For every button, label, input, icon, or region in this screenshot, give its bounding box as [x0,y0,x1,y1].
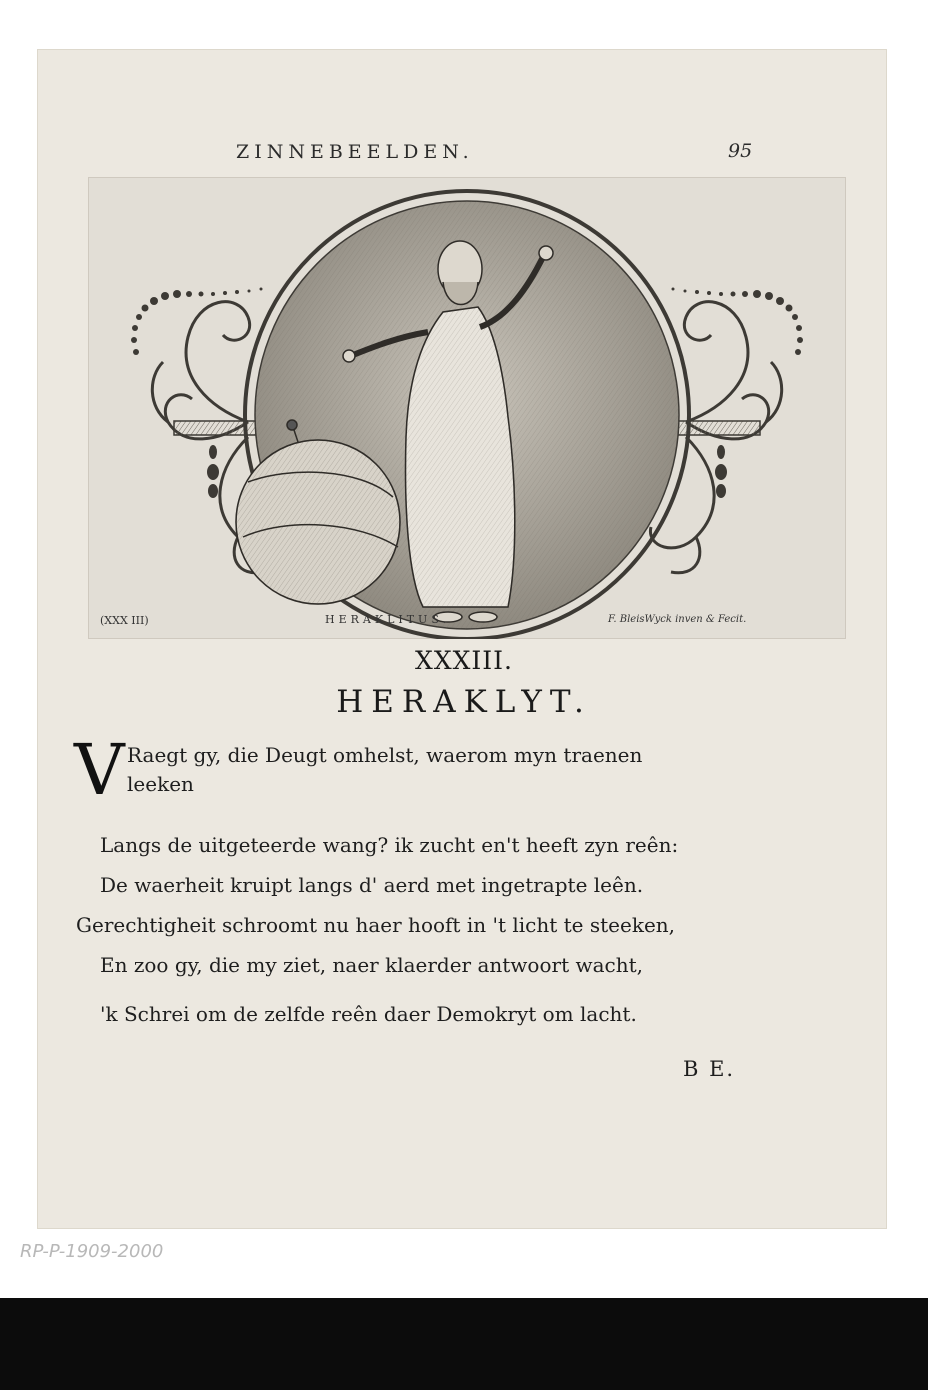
page-number: 95 [728,140,753,162]
plate-artist-caption: F. BleisWyck inven & Fecit. [608,614,747,625]
poem-line-3: Langs de uitgeteerde wang? ik zucht en't heeft zyn reên: [100,833,679,857]
left-pendant [207,445,219,498]
right-bar [670,421,760,435]
running-head: ZINNEBEELDEN. [236,141,474,163]
engraving-illustration [88,177,846,639]
poem-line-7: 'k Schrei om de zelfde reên daer Demokryt om lacht. [100,1002,637,1026]
poem-line-1: Raegt gy, die Deugt omhelst, waerom myn traenen [127,743,643,767]
plate-title-caption: HERAKLITUS. [325,613,450,626]
emblem-title: HERAKLYT. [336,684,592,720]
poem-signature: B E. [683,1057,736,1081]
poem-line-6: En zoo gy, die my ziet, naer klaerder antwoort wacht, [100,953,643,977]
catalog-number: RP-P-1909-2000 [20,1241,164,1262]
bottom-band [0,1298,928,1390]
plate-number-caption: (XXX III) [100,614,149,627]
left-bar [174,421,264,435]
poem-line-5: Gerechtigheit schroomt nu haer hooft in 't licht te steeken, [76,913,676,937]
left-bead-string [131,288,263,356]
engraving-plate [88,177,846,639]
poem-line-2: leeken [127,772,194,796]
poem-line-4: De waerheit kruipt langs d' aerd met ingetrapte leên. [100,873,644,897]
right-bead-string [672,288,804,356]
drop-capital: V [74,729,125,811]
right-pendant [715,445,727,498]
emblem-number: XXXIII. [415,646,513,675]
